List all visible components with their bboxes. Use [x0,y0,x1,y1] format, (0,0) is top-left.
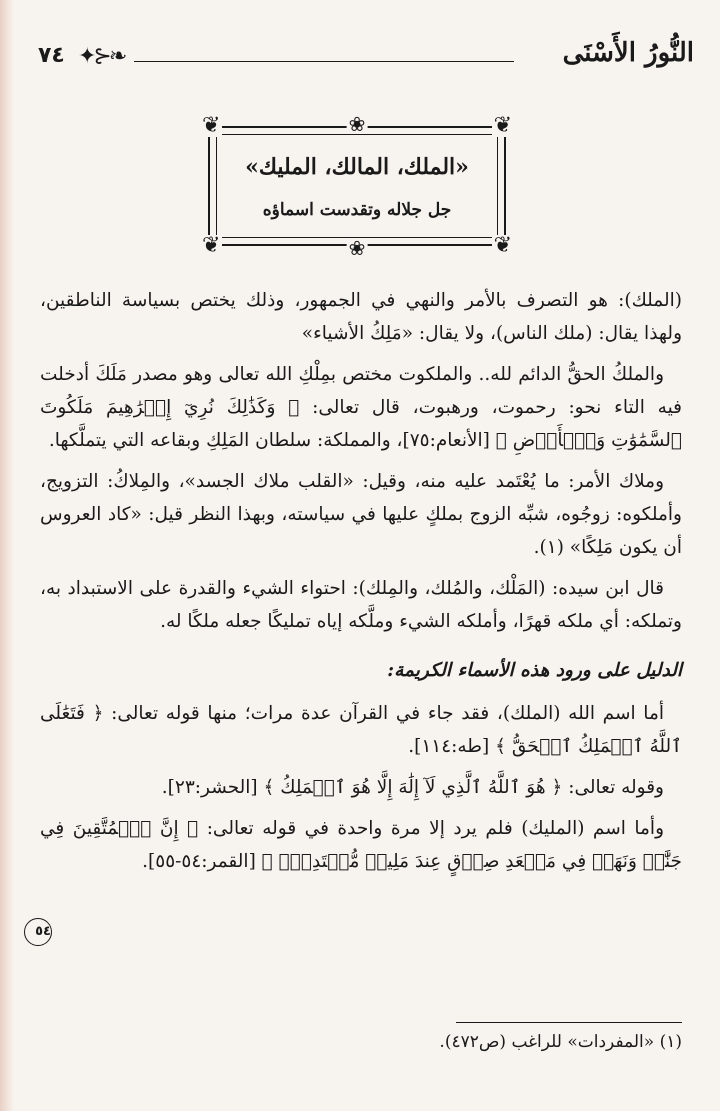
corner-ornament-icon: ❦ [493,233,512,258]
ayah-number-marker: ٥٤ [24,918,52,946]
footnote-rule [456,1022,682,1023]
paragraph: أما اسم الله (الملك)، فقد جاء في القرآن عدة مرات؛ منها قوله تعالى: ﴿ فَتَعَٰلَى ٱللَّهُ ٱلۡمَلِكُ ٱلۡحَقُّ ﴾ [طه:١١٤]. [40,703,682,757]
header-ornament-icon: ✦⊱❧ [78,44,125,69]
page-number: ٧٤ [38,43,65,68]
header-rule [134,61,514,62]
top-ornament-icon: ❀ [348,112,366,136]
paragraph: وأما اسم (المليك) فلم يرد إلا مرة واحدة في قوله تعالى: ﴿ إِنَّ ٱلۡمُتَّقِينَ فِي جَنَّٰتٖ وَنَهَرٖ فِي مَقۡعَدِ صِدۡقٍ عِندَ مَلِيكٖ مُّقۡتَدِرِۭ ﴾ [القمر:٥٤-٥٥]. [40,818,682,872]
page-edge [0,0,14,1111]
paragraph: (الملك): هو التصرف بالأمر والنهي في الجمهور، وذلك يختص بسياسة الناطقين، ولهذا يقال: (ملك الناس)، ولا يقال: «مَلِكُ الأشياء» [40,290,682,344]
chapter-title: «الملك، المالك، المليك» [245,154,469,180]
corner-ornament-icon: ❦ [202,233,221,258]
book-title: النُّورُ الأَسْنَى [562,38,694,68]
paragraph: وملاك الأمر: ما يُعْتَمد عليه منه، وقيل: «القلب ملاك الجسد»، والمِلاكُ: التزويج، وأملكوه: زوجُوه، شبِّه الزوج بملكٍ عليها في سياسته، وبهذا النظر قيل: «كاد العروس أن يكون مَلِكًا» (١). [40,471,682,558]
chapter-title-frame [202,112,512,260]
paragraph: والملكُ الحقُّ الدائم لله.. والملكوت مختص بمِلْكِ الله تعالى وهو مصدر مَلَكَ أدخلت فيه التاء نحو: رحموت، ورهبوت، قال تعالى: ﴿ وَكَذَٰلِكَ نُرِيٓ إِبۡرَٰهِيمَ مَلَكُوتَ ٱلسَّمَٰوَٰتِ وَٱلۡأَرۡضِ ﴾ [الأنعام:٧٥]، والمملكة: سلطان المَلِكِ وبقاعه التي يتملَّكها. [40,364,682,451]
corner-ornament-icon: ❦ [202,113,221,138]
section-heading: الدليل على ورود هذه الأسماء الكريمة: [387,660,682,681]
paragraph: وقوله تعالى: ﴿ هُوَ ٱللَّهُ ٱلَّذِي لَآ إِلَٰهَ إِلَّا هُوَ ٱلۡمَلِكُ ﴾ [الحشر:٢٣]. [161,777,664,798]
bottom-ornament-icon: ❀ [348,236,366,260]
paragraph: قال ابن سيده: (المَلْك، والمُلك، والمِلك): احتواء الشيء والقدرة على الاستبداد به، وتملكه: أي ملكه قهرًا، وأملكه الشيء وملَّكه إياه تمليكًا جعله ملكًا له. [40,578,682,632]
running-header [24,34,694,84]
chapter-subtitle: جل جلاله وتقدست اسماؤه [262,200,452,220]
footnote: (١) «المفردات» للراغب (ص٤٧٢). [439,1032,682,1052]
body-text [35,284,682,939]
corner-ornament-icon: ❦ [493,113,512,138]
